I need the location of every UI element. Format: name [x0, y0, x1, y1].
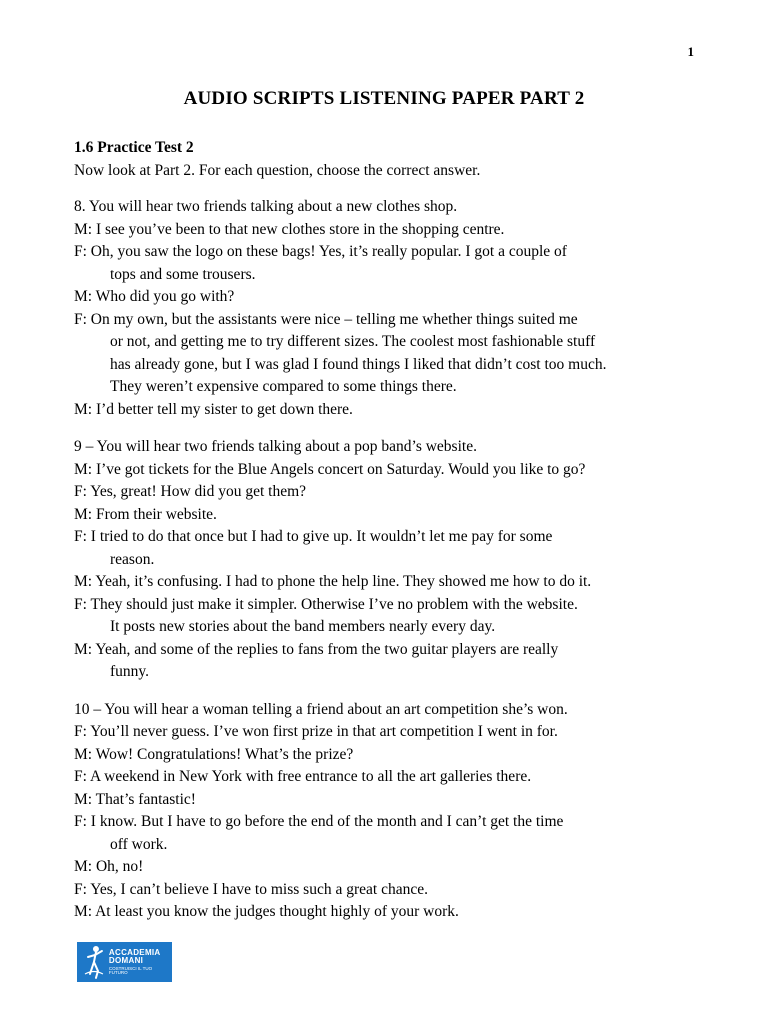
dialogue-line: M: I see you’ve been to that new clothes store in the shopping centre. [74, 220, 505, 238]
dialogue-line: M: That’s fantastic! [74, 790, 196, 808]
dialogue-line: F: On my own, but the assistants were nice – telling me whether things suited me [74, 310, 578, 328]
question-9 [74, 436, 714, 684]
dialogue-line: F: Yes, great! How did you get them? [74, 483, 307, 500]
dancer-figure-icon [81, 944, 107, 980]
document-title: AUDIO SCRIPTS LISTENING PAPER PART 2 [183, 88, 585, 109]
spacer [74, 421, 714, 436]
dialogue-line: M: Yeah, it’s confusing. I had to phone the help line. They showed me how to do it. [74, 573, 592, 590]
section-instruction: Now look at Part 2. For each question, choose the correct answer. [74, 161, 481, 179]
dialogue-line: M: Yeah, and some of the replies to fans from the two guitar players are really [74, 640, 559, 658]
logo-tagline: COSTRUISCI IL TUO FUTURO [108, 965, 153, 975]
dialogue-line: F: Oh, you saw the logo on these bags! Yes, it’s really popular. I got a couple of [74, 243, 567, 260]
dialogue-line: M: From their website. [74, 505, 217, 523]
dialogue-line-continuation: or not, and getting me to try different sizes. The coolest most fashionable stuff [110, 333, 596, 350]
dialogue-line: M: At least you know the judges thought highly of your work. [74, 903, 459, 920]
section-heading: 1.6 Practice Test 2 [74, 139, 194, 156]
logo-text-line2: DOMANI [108, 955, 144, 965]
dialogue-line: F: I tried to do that once but I had to give up. It wouldn’t let me pay for some [74, 528, 553, 545]
page-number: 1 [687, 44, 694, 59]
question-8 [74, 196, 714, 421]
dialogue-line: F: I know. But I have to go before the end of the month and I can’t get the time [74, 813, 564, 830]
accademia-domani-logo [77, 942, 172, 982]
question-intro: 9 – You will hear two friends talking about a pop band’s website. [74, 438, 477, 455]
dialogue-line: M: Who did you go with? [74, 288, 235, 305]
dialogue-line: F: A weekend in New York with free entrance to all the art galleries there. [74, 768, 532, 785]
dialogue-line: M: I’ve got tickets for the Blue Angels concert on Saturday. Would you like to go? [74, 460, 586, 478]
document-body [74, 137, 714, 924]
spacer [74, 684, 714, 699]
question-10 [74, 699, 714, 924]
dialogue-line-continuation: reason. [110, 550, 155, 568]
dialogue-line: M: Wow! Congratulations! What’s the prize? [74, 745, 354, 763]
dialogue-line: M: Oh, no! [74, 858, 144, 875]
dialogue-line-continuation: off work. [110, 835, 168, 853]
spacer [74, 182, 714, 196]
dialogue-line: F: They should just make it simpler. Otherwise I’ve no problem with the website. [74, 595, 578, 613]
dialogue-line: F: Yes, I can’t believe I have to miss such a great chance. [74, 880, 428, 898]
dialogue-line-continuation: tops and some trousers. [110, 265, 256, 283]
logo-text-line1: ACCADEMIA [108, 947, 161, 957]
dialogue-line-continuation: funny. [110, 663, 150, 680]
dialogue-line-continuation: It posts new stories about the band members nearly every day. [110, 618, 496, 635]
dialogue-line: M: I’d better tell my sister to get down there. [74, 400, 353, 418]
dialogue-line: F: You’ll never guess. I’ve won first prize in that art competition I went in for. [74, 723, 558, 740]
dialogue-line-continuation: They weren’t expensive compared to some things there. [110, 378, 457, 395]
question-intro: 10 – You will hear a woman telling a friend about an art competition she’s won. [74, 700, 568, 718]
question-intro: 8. You will hear two friends talking about a new clothes shop. [74, 198, 458, 215]
dialogue-line-continuation: has already gone, but I was glad I found things I liked that didn’t cost too much. [110, 355, 607, 373]
